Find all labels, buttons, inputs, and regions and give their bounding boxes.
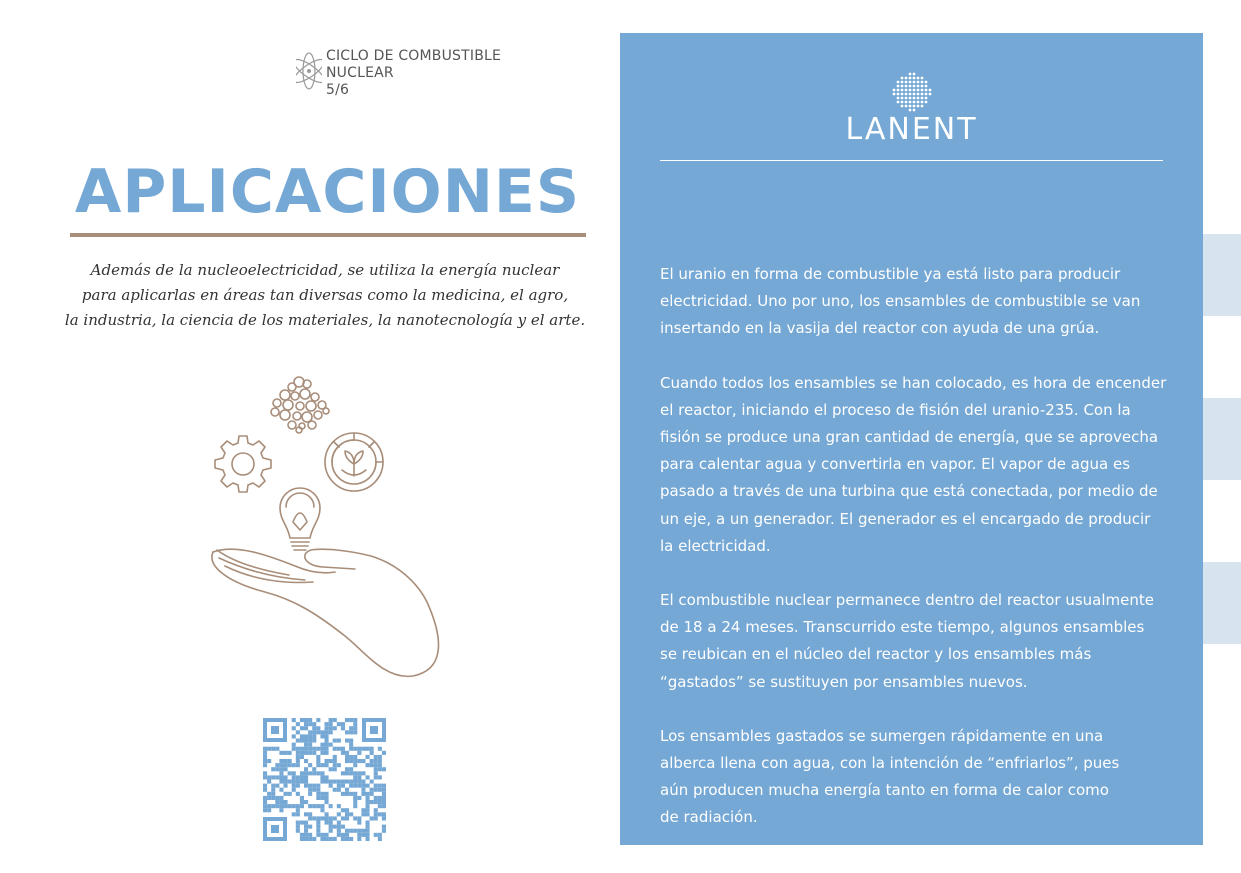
brand-name: LANENT	[845, 112, 978, 147]
qr-code-icon[interactable]	[263, 718, 386, 841]
paragraph-line: Cuando todos los ensambles se han colocado, es hora de encender	[660, 373, 1167, 392]
title-divider	[70, 233, 586, 237]
panel-body	[660, 234, 1190, 859]
paragraph-line: fisión se produce una gran cantidad de energía, que se aprovecha	[660, 428, 1159, 447]
side-tab[interactable]	[1203, 562, 1241, 644]
paragraph-line: “gastados” se sustituyen por ensambles nuevos.	[660, 672, 1028, 691]
brand-logo	[620, 72, 1203, 147]
intro-text	[60, 258, 590, 333]
panel-divider	[660, 160, 1163, 161]
agriculture-icon	[325, 433, 383, 491]
paragraph-line: la electricidad.	[660, 536, 771, 555]
lightbulb-icon	[280, 488, 320, 550]
side-tab[interactable]	[1203, 234, 1241, 316]
series-text	[326, 48, 501, 99]
intro-line: la industria, la ciencia de los materiales, la nanotecnología y el arte.	[64, 311, 586, 329]
intro-line: para aplicarlas en áreas tan diversas como la medicina, el agro,	[81, 286, 569, 304]
paragraph-line: electricidad. Uno por uno, los ensambles de combustible se van	[660, 292, 1141, 311]
globe-dots-logo	[892, 72, 932, 112]
paragraph-line: el reactor, iniciando el proceso de fisión del uranio-235. Con la	[660, 400, 1131, 419]
series-label	[296, 48, 501, 99]
intro-line: Además de la nucleoelectricidad, se utiliza la energía nuclear	[90, 261, 560, 279]
paragraph-line: se reubican en el núcleo del reactor y los ensambles más	[660, 645, 1092, 664]
paragraph-line: para calentar agua y convertirla en vapor. El vapor de agua es	[660, 455, 1131, 474]
paragraph-line: insertando en la vasija del reactor con ayuda de una grúa.	[660, 319, 1100, 338]
paragraph-line: alberca llena con agua, con la intención de “enfriarlos”, pues	[660, 754, 1120, 773]
gear-icon	[215, 436, 271, 492]
paragraph-line: El uranio en forma de combustible ya está listo para producir	[660, 265, 1121, 283]
paragraph-line: de radiación.	[660, 808, 758, 827]
series-line: 5/6	[326, 82, 350, 98]
open-hand-icon	[212, 549, 439, 676]
applications-illustration	[205, 370, 455, 680]
paragraph-line: pasado a través de una turbina que está conectada, por medio de	[660, 482, 1158, 501]
molecule-icon	[271, 377, 329, 433]
paragraph-line: El combustible nuclear permanece dentro del reactor usualmente	[660, 591, 1154, 610]
paragraph-line: un eje, a un generador. El generador es el encargado de producir	[660, 509, 1151, 528]
series-line: CICLO DE COMBUSTIBLE	[326, 48, 502, 64]
atom-icon	[296, 48, 322, 94]
page-title: APLICACIONES	[74, 157, 581, 227]
paragraph-line: aún producen mucha energía tanto en forma de calor como	[660, 781, 1109, 800]
side-tab[interactable]	[1203, 398, 1241, 480]
paragraph-line: de 18 a 24 meses. Transcurrido este tiempo, algunos ensambles	[660, 618, 1145, 637]
paragraph-line: Los ensambles gastados se sumergen rápidamente en una	[660, 726, 1104, 745]
series-line: NUCLEAR	[326, 65, 394, 81]
